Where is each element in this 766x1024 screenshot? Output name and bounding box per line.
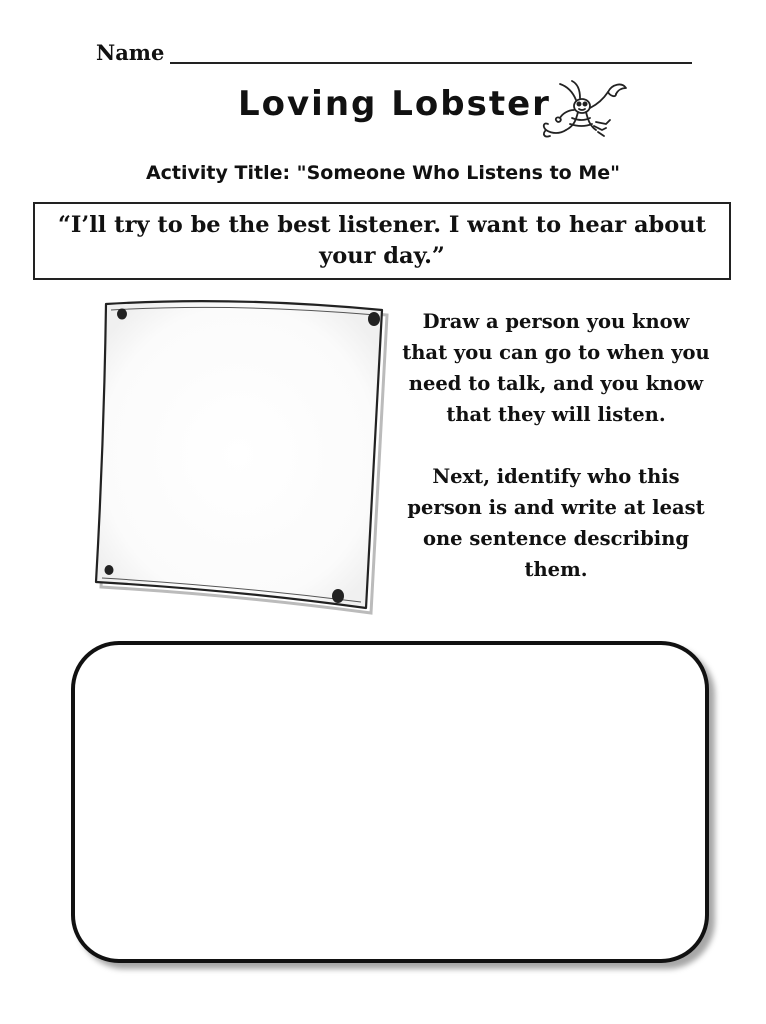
instructions [402, 306, 710, 585]
quote-box [33, 202, 731, 280]
quote-text: “I’ll try to be the best listener. I want to hear about your day.” [57, 212, 707, 269]
pinned-paper-icon[interactable] [84, 292, 394, 616]
writing-box[interactable] [71, 641, 709, 963]
lobster-icon [532, 80, 636, 140]
name-field-row [96, 40, 692, 65]
instructions-paragraph-1: Draw a person you know that you can go to when you need to talk, and you know that they will listen. [402, 310, 710, 426]
name-write-line[interactable] [170, 62, 692, 64]
name-label: Name [96, 40, 165, 65]
activity-title: Activity Title: "Someone Who Listens to Me" [145, 162, 621, 184]
instructions-paragraph-2: Next, identify who this person is and write at least one sentence describing them. [407, 465, 705, 581]
page-title: Loving Lobster [238, 84, 551, 124]
